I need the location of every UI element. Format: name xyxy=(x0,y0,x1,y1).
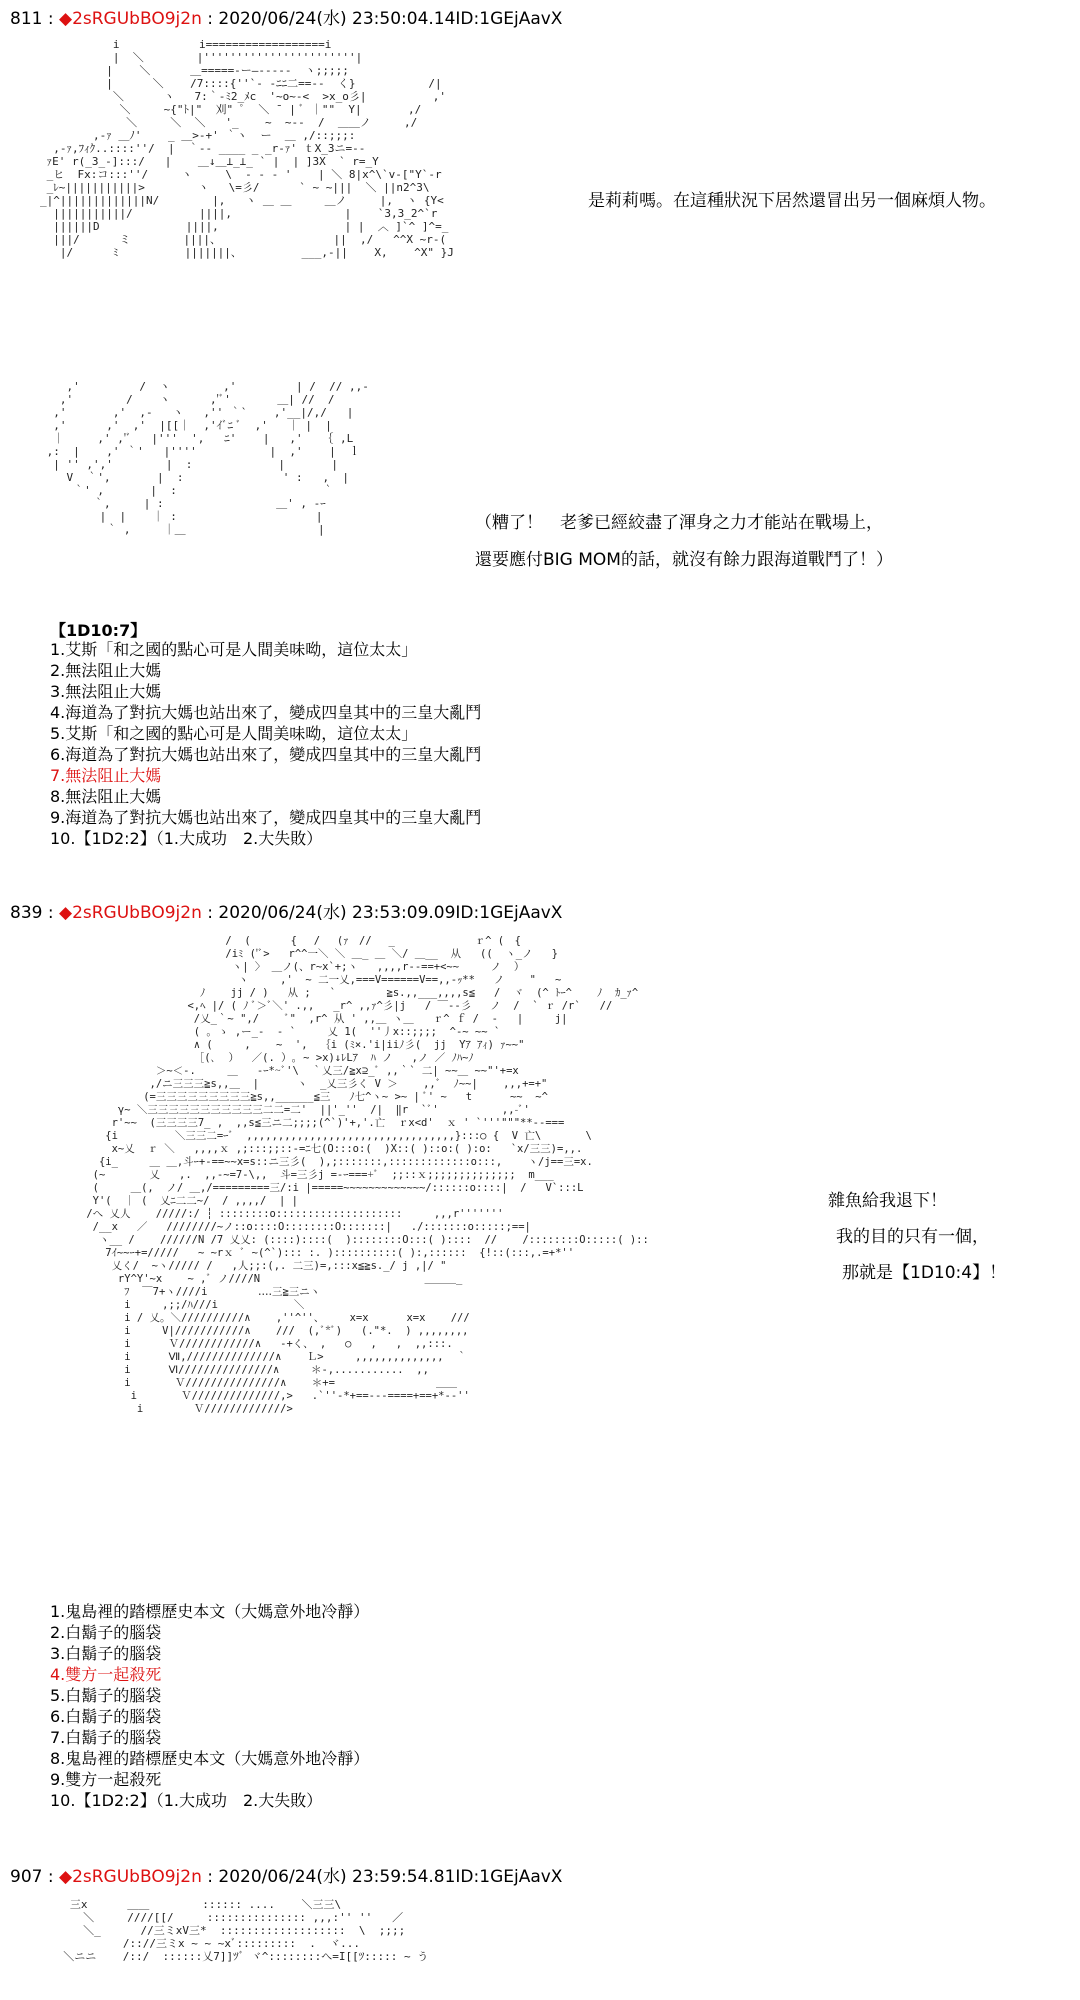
post-meta: : 2020/06/24(水) 23:59:54.81ID:1GEjAavX xyxy=(201,1867,563,1887)
post-meta: : 2020/06/24(水) 23:53:09.09ID:1GEjAavX xyxy=(201,903,563,923)
list-item: 3.白鬍子的腦袋 xyxy=(50,1644,162,1663)
dialogue-line-2: 我的目的只有一個， xyxy=(836,1227,989,1247)
dialogue-line-3: 那就是【1D10:4】！ xyxy=(842,1263,1007,1283)
poster-name[interactable]: ◆2sRGUbBO9j2n xyxy=(59,903,202,923)
post-number: 811 xyxy=(10,9,43,29)
list-item: 10.【1D2:2】（1.大成功 2.大失敗） xyxy=(50,1791,323,1810)
post-header xyxy=(10,4,562,29)
list-item: 8.鬼島裡的踏標歷史本文（大媽意外地冷靜） xyxy=(50,1749,370,1768)
post-separator: : xyxy=(42,1867,59,1887)
ascii-art-big-mom: / ( { / (ｧ // _ ｒ^ ( { /iﾐ ('ﾞ> r^^一＼ ＼ ＿_ ＿ ＼/ ＿__ 从 (( ヽ_ノ } ヽ| 〉 ＿ノ(、r~x`+;ヽ ,,,,r--==+<~~ ノ ） ヽ ,' ~ 二一乂,===V======V==,,-ｯ** ノ " ~ ﾉ jj / ) 从 ; ` ≧s.,,___,,,,s≦ / ヾ (^ ﾄｰ^ ﾉ ｶ_ｧ^ <,ﾍ |/ ( ﾉ ﾞ＞ﾞ＼' .,, _r^ ,,ｧ^彡|j / ￣--彡 ノ / ` ｒ /r` // /乂_｀~ ",/ ﾞ" ,r^ 从 ' ,,＿ ヽ＿ ｒ^ ｆ / - | j| ( ｡ ゝ ,ー_- - ` 乂 1( ''丿x::;;;; ^-~ ~~ ` ∧ ( , ~ ', ｛i (ﾐ×.'i|iiﾉ彡( jj Yｱ ｱｨ) ｧ~~" ［(､ ） ／(. ）｡ ~ >x)↓ﾚLｱ ﾊ ノ ,ノ ／ ﾉﾊ~ﾉ ＞~＜-. ＿ -ｰ*~ﾞ'\ ｀乂三/≧x⊇_ﾞ ,,｀` 二| ~~＿ ~~"'+=x ,/ニ三三三≧s,,＿ | ヽ _乂三彡く V ＞ ,,ﾞ ﾉ~~| ,,,+=+" (=三三三三三三三三三≧s,,______≦三 ﾉ七^ヽ~ >~ | ﾞ' ~ t ~~ ~^ γ~ ＼三三三三三三三三三三三二二=二' ||'_'' /| ‖r `ﾞ' ,,-ﾞ' r'~~ (三三三三7_ , ,,s≦三ニ二;;;;(^`)'+,'.亡 ｒx<d' ｘ ' `'''"""**--=== {i ＼三三二=ｰﾞ ,,,,,,,,,,,,,,,,,,,,,,,,,,,,,,,,,}:::○ { V 亡\ \ x~乂 ｒ ＼ ,,,,ｘ ,;:::;;::-=ﾆ七(O:::o:( )X::( )::o:( ):o: `x/三三)=,,. {i_ ＿ ＿,斗ｰ+-==~~x=s::ニ三彡( ),;:::::::,:::::::::::::o:::, ヽ/j==三=x. (~ 乂 ,. ,,-~=7-\,, 斗=三彡j =-ｰ===+ﾞ ;;::ｘ;;;;;;;;;;;;;; m___ ( ＿(, ノ/ ＿,/=========三/:i |=====~~~~~~~~~~~~~/::::::o::::| / V`:::L Y'( ｜ ( 乂ﾆ二二~/ / ,,,,/ | | /へ 乂人 /////:/ ┆ ::::::::o:::::::::::::::::::: ,,,r''''''' /__x ／ ////////~ノ::o::::O::::::::O:::::::| ./:::::::o:::::;==| ヽ__ / //////N /7 乂乂: (::::)::::( )::::::::O:::( ):::: // /::::::::O:::::( ):: 7ｲ~~ｰ+=///// ~ ~rｘ ﾞ ~(^`)::: :. )::::::::::( ):,:::::: {!::(:::,.=+*'' 乂く/ ~ヽ///// / ,人;;:(,. 二三)=,:::x≦≧s._/ j ,|/ " rY^Y'~x ~ ,ﾞ ノ////N ＿＿＿_ ﾌ ￣7+ヽ////i ‥‥三≧三ニヽ i ,;;/ﾊ///i ＼ i / 乂。＼//////////∧ ,''^''、 x=x x=x /// i V|///////////∧ /// (,ﾞ*ﾞ) (."*. ) ,,,,,,,, i Ｖ////////////∧ -+く、 , ○ , , ,,:::. i Ⅶ,//////////////∧ Ｌ> ,,,,,,,,,,,,,, ｀ i Ⅵ///////////////∧ ＊-,........... ,, i Ｖ///////////////∧ ＊+= ＿＿ i Ｖ//////////////,> .`''-*+==---====+==+*--'' i Ｖ/////////////> xyxy=(86,935,649,1415)
post-separator: : xyxy=(42,9,59,29)
post-meta: : 2020/06/24(水) 23:50:04.14ID:1GEjAavX xyxy=(201,9,563,29)
list-item: 8.無法阻止大媽 xyxy=(50,787,162,806)
post-number: 907 xyxy=(10,1867,43,1887)
post-header xyxy=(10,1862,562,1887)
option-list xyxy=(50,639,481,849)
post-number: 839 xyxy=(10,903,43,923)
post-header xyxy=(10,898,562,923)
list-item: 2.無法阻止大媽 xyxy=(50,661,162,680)
list-item: 5.白鬍子的腦袋 xyxy=(50,1686,162,1705)
roll-result-header: 【1D10:7】 xyxy=(50,621,147,640)
list-item: 9.雙方一起殺死 xyxy=(50,1770,162,1789)
list-item: 1.艾斯「和之國的點心可是人間美味呦，這位太太」 xyxy=(50,640,418,659)
list-item: 7.白鬍子的腦袋 xyxy=(50,1728,162,1747)
dialogue-line-1: 雜魚給我退下！ xyxy=(828,1191,947,1211)
poster-name[interactable]: ◆2sRGUbBO9j2n xyxy=(59,1867,202,1887)
thought-line-1: （糟了！ 老爹已經絞盡了渾身之力才能站在戰場上， xyxy=(475,513,883,533)
list-item: 9.海道為了對抗大媽也站出來了，變成四皇其中的三皇大亂鬥 xyxy=(50,808,482,827)
list-item: 10.【1D2:2】（1.大成功 2.大失敗） xyxy=(50,829,323,848)
ascii-art-partial: 三x ＿＿ :::::: .... ＼三三\ ＼ ////[[/ ::::::::::::::: ,,,:'' '' ／ ＼_ //三ミxV三* ::::::::::::::::::: \ ;;;; /:://三ミx ~ ~ ~xﾞ::::::::: . ヾ... ＼ニニ /::/ ::::::乂7]]ﾂﾞ ヾ^::::::::へ=I[[ﾂ::::: ~ う xyxy=(63,1898,429,1963)
ascii-art-fighter: ,' / ヽ ,' | / // ,,- ,' / ヽ ,'ﾞ' ＿| // / ,' ,' ,- ヽ ,'' ｀` ,'__|/,/ | ,' ,' ,' |[[｜ ,'ｲﾞﾆ ﾞ ,' ｜ | | ｜ ,' ,'ﾞ |''' ', ﾆ' | ,' ｛ ,L ,: | ,' ｀' |'''' | ,' | ｌ | '' ,',' | : | | V ｀', | : ' : , | ｀' , | : ｀ ｀, | : ＿' , -ｰ | | ｜ : | ｀ , ｜＿ | xyxy=(46,380,369,536)
list-item: 1.鬼島裡的踏標歷史本文（大媽意外地冷靜） xyxy=(50,1602,370,1621)
list-item-selected: 4.雙方一起殺死 xyxy=(50,1665,162,1684)
list-item: 5.艾斯「和之國的點心可是人間美味呦，這位太太」 xyxy=(50,724,418,743)
list-item: 2.白鬍子的腦袋 xyxy=(50,1623,162,1642)
list-item: 4.海道為了對抗大媽也站出來了，變成四皇其中的三皇大亂鬥 xyxy=(50,703,482,722)
list-item: 6.白鬍子的腦袋 xyxy=(50,1707,162,1726)
list-item: 6.海道為了對抗大媽也站出來了，變成四皇其中的三皇大亂鬥 xyxy=(50,745,482,764)
narration-text: 是莉莉嗎。在這種狀況下居然還冒出另一個麻煩人物。 xyxy=(588,191,996,211)
thought-line-2: 還要應付BIG MOM的話，就沒有餘力跟海道戰鬥了！） xyxy=(475,550,893,570)
list-item: 3.無法阻止大媽 xyxy=(50,682,162,701)
poster-name[interactable]: ◆2sRGUbBO9j2n xyxy=(59,9,202,29)
option-list xyxy=(50,1601,369,1811)
list-item-selected: 7.無法阻止大媽 xyxy=(50,766,162,785)
post-separator: : xyxy=(42,903,59,923)
ascii-art-lily: i i==================i | ＼ |'''''''''''''''''''''''| | ＼ ＿=====-ー―----- ヽ;;;;; | ＼ /7::::{''`- -ﾆﾆ二==-- く} /| ＼ ヽ 7:｀-ﾐ2_ﾒc '~o~-< >x_o彡| ,' ＼ ~{"ﾄ|" 刈" ﾟ ＼ ̄ | ﾞ ｜"" Y| ,/ ＼ ＼ ＼ '_ ~ ~-- / ＿＿ノ ,/ ,-ｧ ＿ﾉ' _ ＿>-+' ｀ヽ ー ＿ ,/::;;;: ,-ｧ,ﾌｨｸ..::::''/ | ｀-- ____ _ _r-ｧ' ｔX_3ニ=-- ｧE' r(_3_-]:::/ | ＿↓＿⊥_⊥_ ` | | ]3X ` r=_Y _ヒ Fx:コ:::''/ ヽ \ - - - ' | ＼ 8|x^\`v-["Y`-r _ﾚ~|||||||||||> ヽ \=彡/ ` ~ ~||| ＼ ||n2^3\ _|^|||||||||||||N/ |, ヽ ＿ ＿ ＿ノ |, ヽ {Y< |||||||||||/ ||||, | `3,3_2^`r ||||||D ||||, | | ︿ ]`^ ]^=_ |||/ ミ ||||、 || ,/ ^^X ~r-( |/ ﾐ |||||||、 ___,-|| X, ^X" }J xyxy=(40,38,454,259)
